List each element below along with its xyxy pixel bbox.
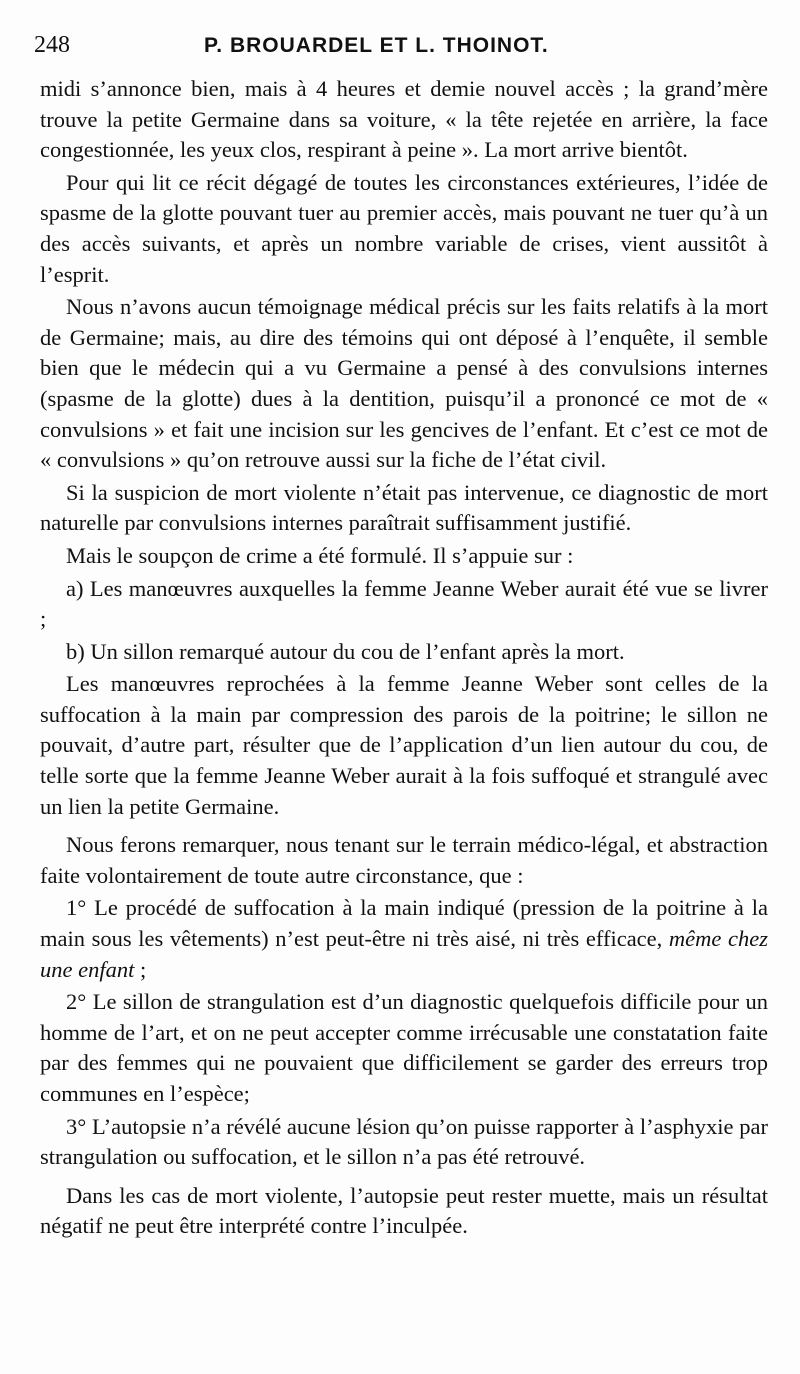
numbered-item-text: 1° Le procédé de suffocation à la main indiqué (pression de la poitrine à la main sous les vêtements) n’est peut-être ni très aisé, ni très efficace,	[40, 895, 768, 952]
paragraph: Les manœuvres reprochées à la femme Jeanne Weber sont celles de la suffocation à la main par compression des parois de la poitrine; le sillon ne pouvait, d’autre part, résulter que de l’application d’un lien autour du cou, de telle sorte que la femme Jeanne Weber aurait à la fois suffoqué et strangulé avec un lien la petite Germaine.	[40, 671, 768, 819]
numbered-item: 3° L’autopsie n’a révélé aucune lésion qu’on puisse rapporter à l’asphyxie par strangulation ou suffocation, et le sillon n’a pas été retrouvé.	[40, 1113, 768, 1170]
paragraph: Dans les cas de mort violente, l’autopsie peut rester muette, mais un résultat négatif ne peut être interprété contre l’inculpée.	[40, 1182, 768, 1239]
page-number: 248	[34, 32, 70, 58]
paragraph: Pour qui lit ce récit dégagé de toutes les circonstances extérieures, l’idée de spasme de la glotte pouvant tuer au premier accès, mais pouvant ne tuer qu’à un des accès suivants, et après un nombre variable de crises, vient aussitôt à l’esprit.	[40, 169, 768, 287]
numbered-item	[40, 893, 768, 985]
emphasis: même chez une enfant	[40, 926, 769, 982]
list-item: a) Les manœuvres auxquelles la femme Jeanne Weber aurait été vue se livrer ;	[40, 575, 768, 632]
body-text	[40, 74, 768, 1244]
paragraph: Nous n’avons aucun témoignage médical précis sur les faits relatifs à la mort de Germaine; mais, au dire des témoins qui ont déposé à l’enquête, il semble bien que le médecin qui a vu Germaine a pensé à des convulsions internes (spasme de la glotte) dues à la dentition, puisqu’il a prononcé ce mot de « convulsions » et fait une incision sur les gencives de l’enfant. Et c’est ce mot de « convulsions » qu’on retrouve aussi sur la fiche de l’état civil.	[40, 294, 768, 473]
punctuation: ;	[134, 956, 147, 982]
paragraph: Nous ferons remarquer, nous tenant sur le terrain médico-légal, et abstraction faite volontairement de toute autre circonstance, que :	[40, 832, 768, 888]
paragraph: Si la suspicion de mort violente n’était pas intervenue, ce diagnostic de mort naturelle par convulsions internes paraîtrait suffisamment justifié.	[40, 479, 768, 536]
numbered-item: 2° Le sillon de strangulation est d’un diagnostic quelquefois difficile pour un homme de l’art, et on ne peut accepter comme irrécusable une constatation faite par des femmes qui ne pouvaient que difficilement se garder des erreurs trop communes en l’espèce;	[40, 989, 768, 1106]
paragraph: Mais le soupçon de crime a été formulé. Il s’appuie sur :	[66, 542, 574, 568]
page-header	[34, 32, 766, 64]
running-head: P. BROUARDEL ET L. THOINOT.	[204, 34, 549, 57]
list-item: b) Un sillon remarqué autour du cou de l’enfant après la mort.	[66, 638, 625, 664]
paragraph: midi s’annonce bien, mais à 4 heures et demie nouvel accès ; la grand’mère trouve la petite Germaine dans sa voiture, « la tête rejetée en arrière, la face congestionnée, les yeux clos, respirant à peine ». La mort arrive bientôt.	[40, 76, 768, 163]
